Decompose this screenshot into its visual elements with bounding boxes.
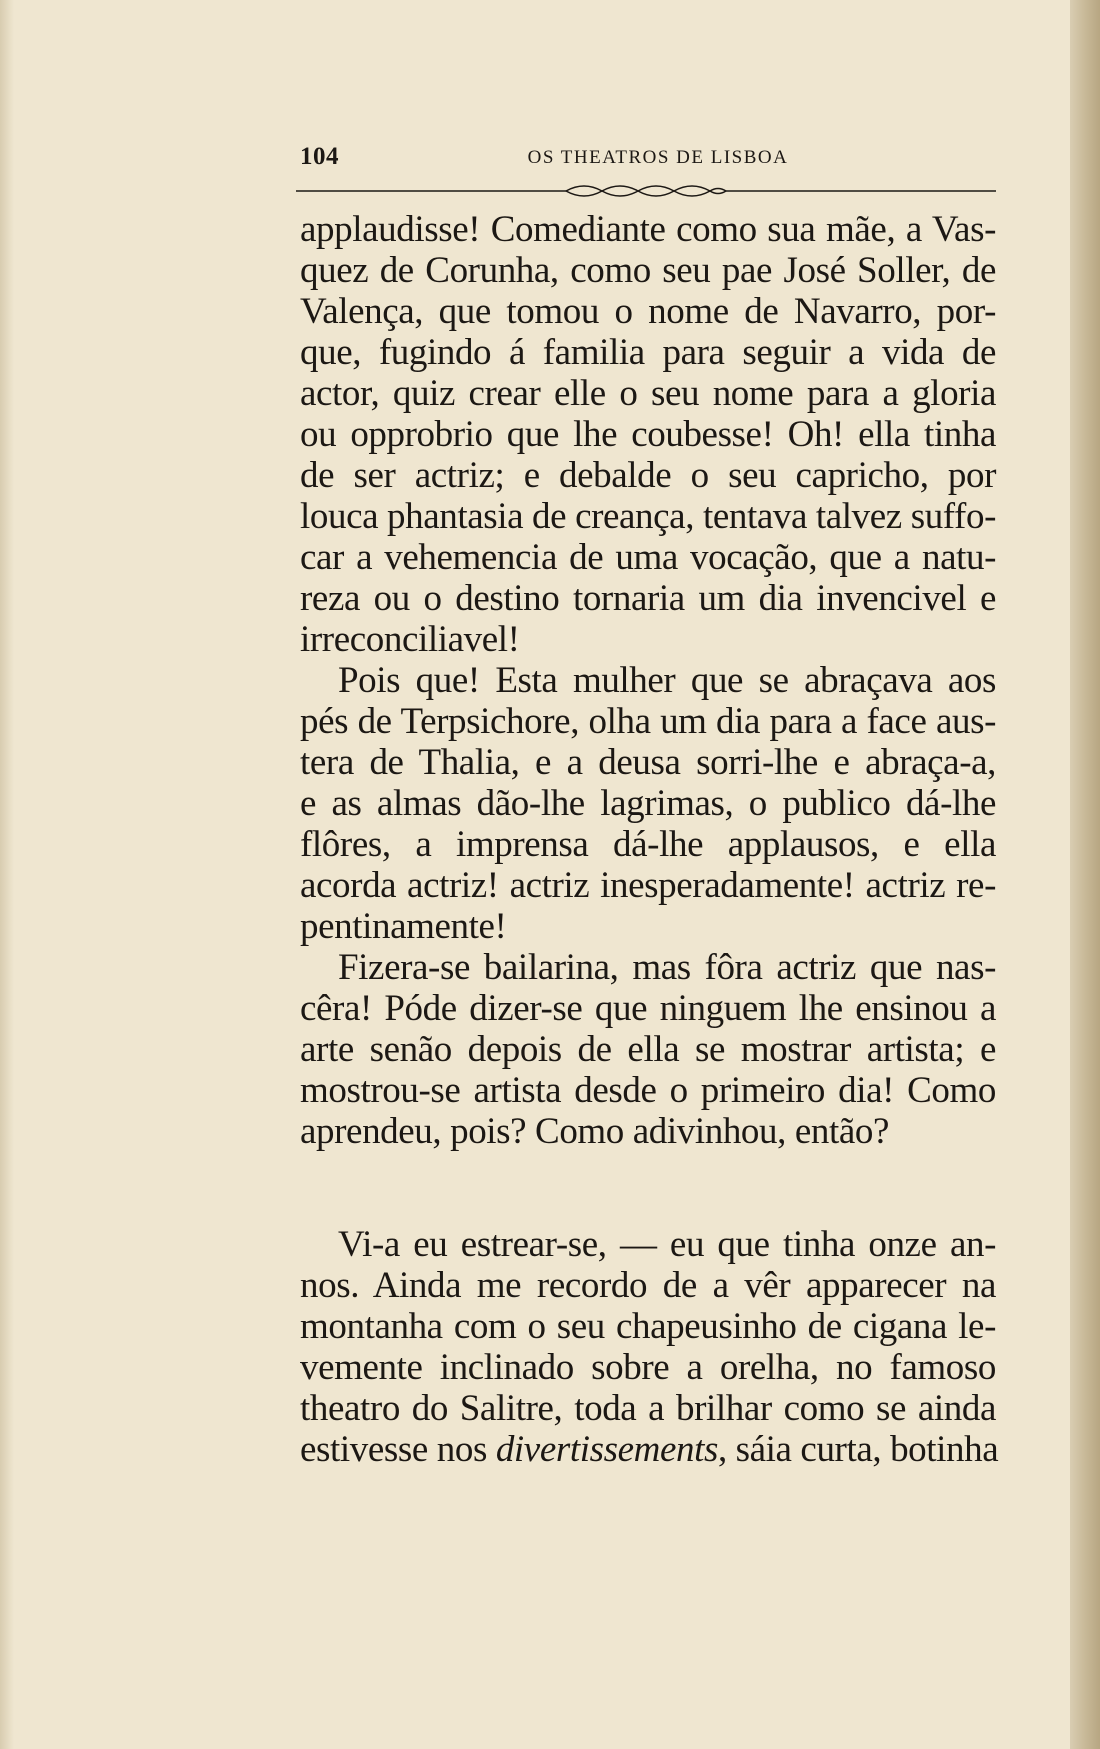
text-line: Vi-a eu estrear-se, — eu que tinha onze an- [338, 1224, 996, 1265]
text-line-final [300, 1429, 999, 1470]
text-line: mostrou-se artista desde o primeiro dia! Como [300, 1070, 996, 1111]
text-line: arte senão depois de ella se mostrar artista; e [300, 1029, 996, 1070]
gutter-shadow [0, 0, 14, 1749]
ornament-rule-icon [296, 181, 996, 205]
italic-term: divertissements [495, 1429, 718, 1470]
text-line: actor, quiz crear elle o seu nome para a gloria [300, 373, 996, 414]
paragraph-4 [300, 1224, 999, 1470]
text-line: tera de Thalia, e a deusa sorri-lhe e abraça-a, [300, 742, 996, 783]
text-line: Fizera-se bailarina, mas fôra actriz que nas- [338, 947, 996, 988]
text-line: de ser actriz; e debalde o seu capricho, por [300, 455, 996, 496]
text-line: car a vehemencia de uma vocação, que a natu- [300, 537, 996, 578]
text-line: vemente inclinado sobre a orelha, no famoso [300, 1347, 996, 1388]
text-line: acorda actriz! actriz inesperadamente! actriz re- [300, 865, 996, 906]
book-spine-edge [1070, 0, 1100, 1749]
text-line: pés de Terpsichore, olha um dia para a face aus- [300, 701, 996, 742]
text-line: Pois que! Esta mulher que se abraçava aos [338, 660, 996, 701]
text-line: cêra! Póde dizer-se que ninguem lhe ensinou a [300, 988, 996, 1029]
text-line: nos. Ainda me recordo de a vêr apparecer na [300, 1265, 996, 1306]
text-line: louca phantasia de creança, tentava talvez suffo- [300, 496, 996, 537]
text-line: flôres, a imprensa dá-lhe applausos, e ella [300, 824, 996, 865]
page-header [300, 143, 996, 175]
paragraph-3 [300, 947, 996, 1152]
text-line: ou opprobrio que lhe coubesse! Oh! ella tinha [300, 414, 996, 455]
body-text [300, 209, 999, 1470]
text-line: applaudisse! Comediante como sua mãe, a Vas- [300, 209, 996, 250]
running-title: OS THEATROS DE LISBOA [527, 147, 789, 168]
text-fragment: , sáia curta, botinha [717, 1429, 999, 1470]
text-line: reza ou o destino tornaria um dia invencivel e [300, 578, 996, 619]
section-gap [300, 1152, 996, 1224]
paragraph-2 [300, 660, 996, 947]
text-line: pentinamente! [300, 906, 507, 947]
paragraph-1 [300, 209, 996, 660]
text-line: montanha com o seu chapeusinho de cigana le- [300, 1306, 996, 1347]
text-line: que, fugindo á familia para seguir a vida de [300, 332, 996, 373]
text-line: irreconciliavel! [300, 619, 520, 660]
page-number: 104 [300, 143, 339, 170]
text-line: quez de Corunha, como seu pae José Soller, de [300, 250, 996, 291]
text-line: e as almas dão-lhe lagrimas, o publico dá-lhe [300, 783, 996, 824]
text-line: Valença, que tomou o nome de Navarro, por- [300, 291, 996, 332]
text-line: theatro do Salitre, toda a brilhar como se ainda [300, 1388, 996, 1429]
text-line: aprendeu, pois? Como adivinhou, então? [300, 1111, 889, 1152]
text-fragment: estivesse nos [300, 1429, 496, 1470]
